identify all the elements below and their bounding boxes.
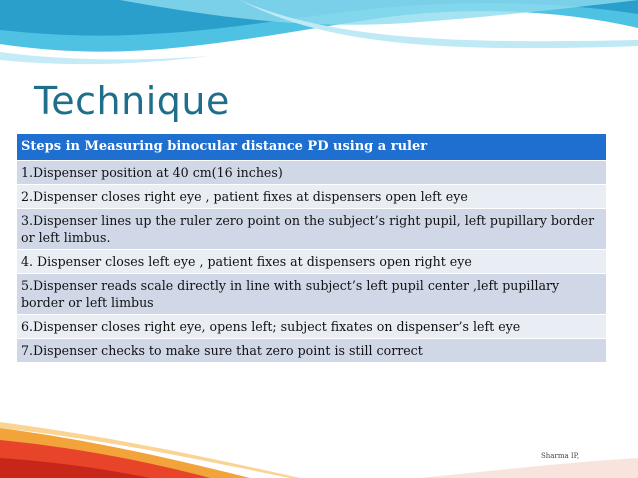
table-row [17, 315, 606, 339]
top-wave-decoration [0, 0, 638, 64]
step-4: 4. Dispenser closes left eye , patient fixes at dispensers open right eye [17, 250, 606, 274]
table-header-row [17, 134, 606, 161]
step-1: 1.Dispenser position at 40 cm(16 inches) [17, 161, 606, 185]
table-header: Steps in Measuring binocular distance PD using a ruler [17, 134, 606, 161]
step-3: 3.Dispenser lines up the ruler zero point on the subject’s right pupil, left pupillary border or left limbus. [17, 209, 606, 250]
table-row [17, 161, 606, 185]
bottom-wave-decoration [0, 422, 638, 478]
author-footer: Sharma IP, [541, 452, 580, 460]
steps-table [17, 134, 606, 363]
slide-title: Technique [34, 79, 230, 123]
step-6: 6.Dispenser closes right eye, opens left; subject fixates on dispenser’s left eye [17, 315, 606, 339]
table-row [17, 209, 606, 250]
table-row [17, 185, 606, 209]
step-2: 2.Dispenser closes right eye , patient fixes at dispensers open left eye [17, 185, 606, 209]
table-row [17, 274, 606, 315]
table-row [17, 339, 606, 363]
step-5: 5.Dispenser reads scale directly in line with subject’s left pupil center ,left pupillary border or left limbus [17, 274, 606, 315]
table-row [17, 250, 606, 274]
step-7: 7.Dispenser checks to make sure that zero point is still correct [17, 339, 606, 363]
